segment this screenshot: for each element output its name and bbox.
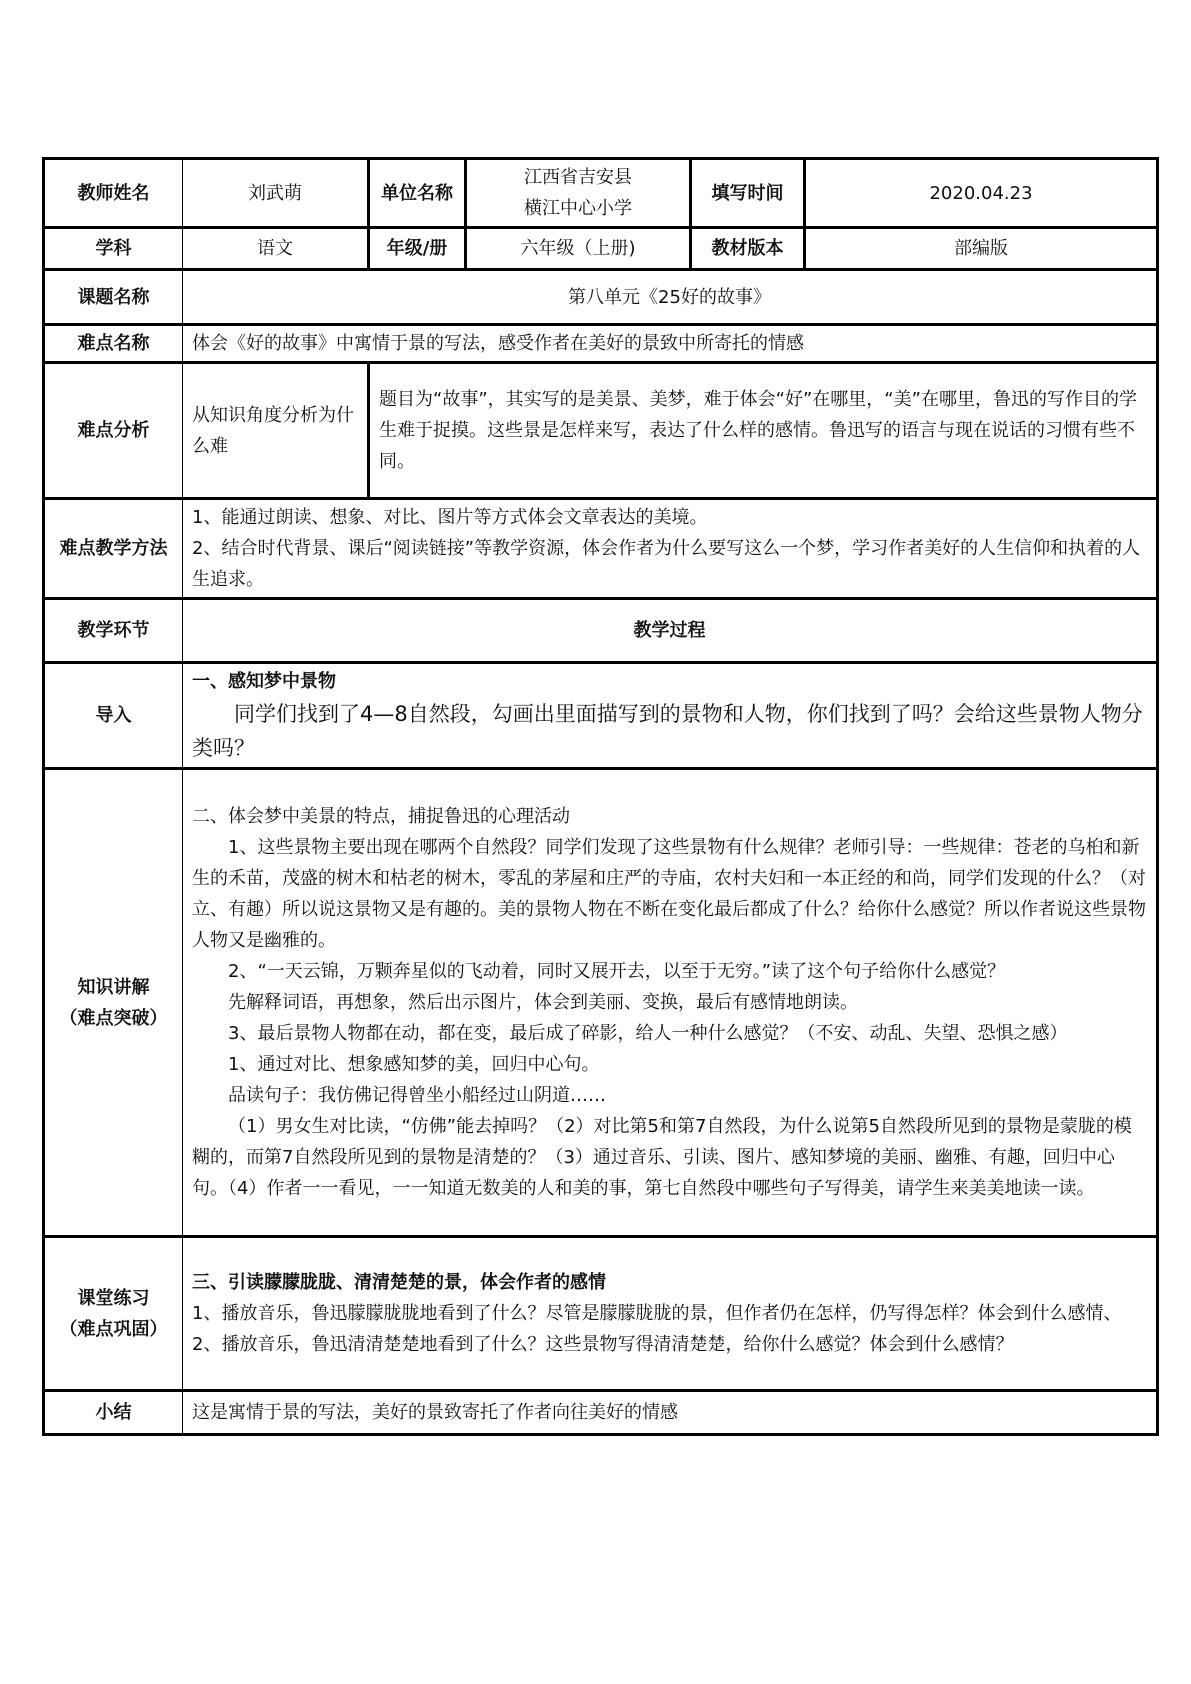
analysis-row (44, 363, 1158, 499)
fill-date-label: 填写时间 (691, 159, 805, 228)
edition-label: 教材版本 (691, 228, 805, 270)
topic-row (44, 270, 1158, 325)
intro-label: 导入 (44, 663, 183, 769)
subject-value: 语文 (183, 228, 369, 270)
topic-label: 课题名称 (44, 270, 183, 325)
knowledge-paragraph-2: 2、“一天云锦，万颗奔星似的飞动着，同时又展开去，以至于无穷。”读了这个句子给你什么感觉？ (228, 961, 1006, 982)
practice-heading: 三、引读朦朦胧胧、清清楚楚的景，体会作者的感情 (192, 1272, 606, 1293)
topic-value: 第八单元《25好的故事》 (183, 270, 1158, 325)
unit-name-label: 单位名称 (369, 159, 466, 228)
header-row-2 (44, 228, 1158, 270)
difficulty-label: 难点名称 (44, 325, 183, 363)
knowledge-label-line-2: （难点突破） (59, 1007, 168, 1029)
method-line-2: 2、结合时代背景、课后“阅读链接”等教学资源，体会作者为什么要写这么一个梦，学习作者美好的人生信仰和执着的人生追求。 (192, 538, 1141, 590)
unit-name-line-1: 江西省吉安县 (524, 167, 632, 188)
fill-date-value: 2020.04.23 (805, 159, 1158, 228)
practice-label-line-1: 课堂练习 (77, 1287, 150, 1309)
method-row (44, 499, 1158, 599)
unit-name-value (466, 159, 691, 228)
header-row-1 (44, 159, 1158, 228)
practice-content (183, 1237, 1158, 1391)
practice-label-line-2: （难点巩固） (59, 1318, 168, 1340)
method-line-1: 1、能通过朗读、想象、对比、图片等方式体会文章表达的美境。 (192, 507, 708, 528)
knowledge-content (183, 769, 1158, 1237)
edition-value: 部编版 (805, 228, 1158, 270)
knowledge-label-line-1: 知识讲解 (77, 976, 150, 998)
knowledge-paragraph-5: 1、通过对比、想象感知梦的美，回归中心句。 (228, 1054, 600, 1075)
teacher-name-label: 教师姓名 (44, 159, 183, 228)
process-title: 教学过程 (183, 599, 1158, 663)
method-label: 难点教学方法 (44, 499, 183, 599)
intro-content (183, 663, 1158, 769)
summary-row (44, 1391, 1158, 1435)
intro-row (44, 663, 1158, 769)
knowledge-label (44, 769, 183, 1237)
process-header-row (44, 599, 1158, 663)
summary-value: 这是寓情于景的写法，美好的景致寄托了作者向往美好的情感 (183, 1391, 1158, 1435)
knowledge-paragraph-1: 1、这些景物主要出现在哪两个自然段？同学们发现了这些景物有什么规律？老师引导：一些规律：苍老的乌桕和新生的禾苗，茂盛的树木和枯老的树木，零乱的茅屋和庄严的寺庙，农村夫妇和一本正经的和尚，同学们发现的什么？（对立、有趣）所以说这景物又是有趣的。美的景物人物在不断在变化最后都成了什么？给你什么感觉？所以作者说这些景物人物又是幽雅的。 (192, 837, 1146, 951)
unit-name-line-2: 横江中心小学 (524, 198, 632, 219)
knowledge-heading: 二、体会梦中美景的特点，捕捉鲁迅的心理活动 (192, 806, 570, 827)
knowledge-paragraph-3: 先解释词语，再想象，然后出示图片，体会到美丽、变换，最后有感情地朗读。 (228, 992, 858, 1013)
knowledge-paragraph-7: （1）男女生对比读，“仿佛”能去掉吗？（2）对比第5和第7自然段，为什么说第5自然段所见到的景物是蒙胧的模糊的，而第7自然段所见到的景物是清楚的？（3）通过音乐、引读、图片、感知梦境的美丽、幽雅、有趣，回归中心句。（4）作者一一看见，一一知道无数美的人和美的事，第七自然段中哪些句子写得美，请学生来美美地读一读。 (192, 1116, 1132, 1199)
knowledge-paragraph-6: 品读句子：我仿佛记得曾坐小船经过山阴道…… (228, 1085, 606, 1106)
knowledge-paragraph-4: 3、最后景物人物都在动，都在变，最后成了碎影，给人一种什么感觉？（不安、动乱、失望、恐惧之感） (228, 1023, 1068, 1044)
practice-paragraph-1: 1、播放音乐，鲁迅朦朦胧胧地看到了什么？尽管是朦朦胧胧的景，但作者仍在怎样，仍写得怎样？体会到什么感情、 (192, 1303, 1122, 1324)
lesson-plan-table (42, 157, 1159, 1436)
analysis-label: 难点分析 (44, 363, 183, 499)
analysis-sub-label: 从知识角度分析为什么难 (183, 363, 369, 499)
practice-paragraph-2: 2、播放音乐，鲁迅清清楚楚地看到了什么？这些景物写得清清楚楚，给你什么感觉？体会到什么感情？ (192, 1334, 1014, 1355)
grade-label: 年级/册 (369, 228, 466, 270)
summary-label: 小结 (44, 1391, 183, 1435)
method-value (183, 499, 1158, 599)
difficulty-value: 体会《好的故事》中寓情于景的写法，感受作者在美好的景致中所寄托的情感 (183, 325, 1158, 363)
intro-text: 同学们找到了4—8自然段，勾画出里面描写到的景物和人物，你们找到了吗？会给这些景物人物分类吗？ (192, 702, 1143, 760)
difficulty-row (44, 325, 1158, 363)
grade-value: 六年级（上册) (466, 228, 691, 270)
knowledge-row (44, 769, 1158, 1237)
subject-label: 学科 (44, 228, 183, 270)
process-step-label: 教学环节 (44, 599, 183, 663)
practice-label (44, 1237, 183, 1391)
teacher-name-value: 刘武萌 (183, 159, 369, 228)
analysis-value: 题目为“故事”，其实写的是美景、美梦，难于体会“好”在哪里，“美”在哪里，鲁迅的写作目的学生难于捉摸。这些景是怎样来写，表达了什么样的感情。鲁迅写的语言与现在说话的习惯有些不同。 (369, 363, 1158, 499)
intro-heading: 一、感知梦中景物 (192, 671, 336, 692)
practice-row (44, 1237, 1158, 1391)
